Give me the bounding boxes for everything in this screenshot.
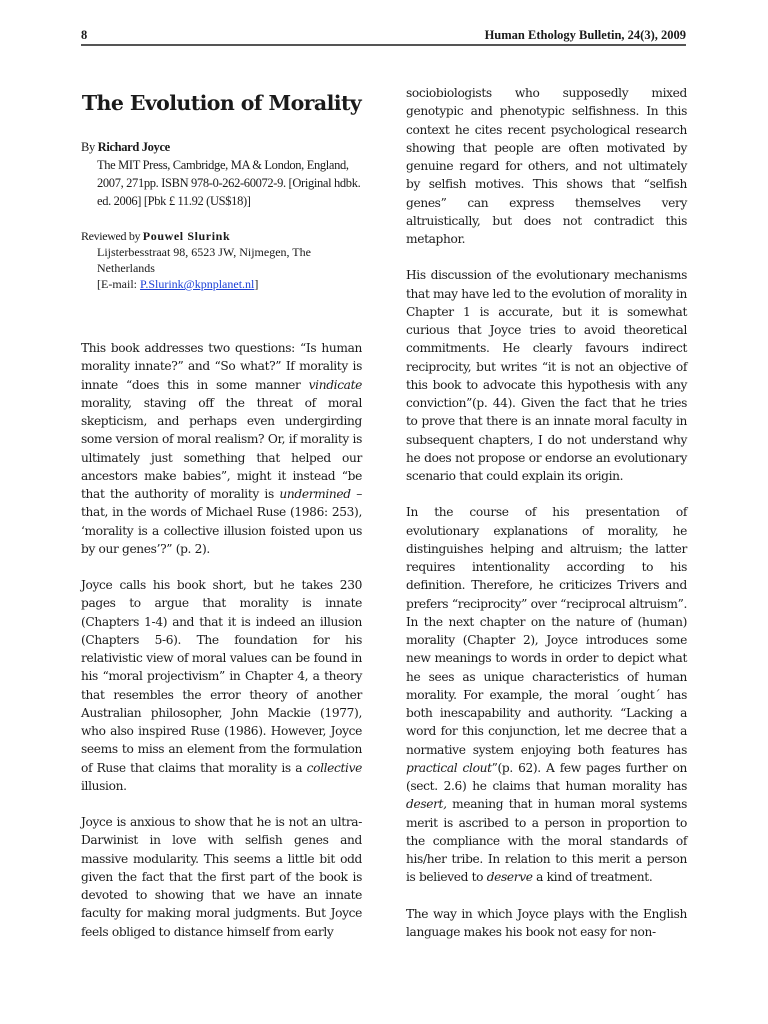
- paragraph: Joyce calls his book short, but he takes 230 pages to argue that morality is innate (Chapters 1-4) and that it is indeed an illusion (Chapters 5-6). The foundation for his relativistic view of moral values can be found in his “moral projectivism” in Chapter 4, a theory that resembles the error theory of another Australian philosopher, John Mackie (1977), who also inspired Ruse (1986). However, Joyce seems to miss an element from the formulation of Ruse that claims that morality is a collective illusion.: [81, 578, 362, 793]
- reviewer-email-line: [97, 276, 362, 292]
- reviewer-line: [81, 228, 362, 244]
- reviewer-address: Lijsterbesstraat 98, 6523 JW, Nijmegen, The Netherlands: [97, 245, 311, 275]
- paragraph: sociobiologists who supposedly mixed genotypic and phenotypic selfishness. In this context he cites recent psychological research showing that people are often motivated by genuine regard for others, and not ultimately by selfish motives. This shows that “selfish genes” can express themselves very altruistically, but does not contradict this metaphor.: [406, 86, 687, 246]
- page-number: 8: [81, 28, 88, 42]
- email-suffix: ]: [254, 277, 259, 291]
- journal-title: Human Ethology Bulletin, 24(3), 2009: [484, 28, 686, 42]
- right-column: [406, 84, 687, 959]
- left-column: [81, 84, 362, 959]
- paragraph: The way in which Joyce plays with the English language makes his book not easy for non-: [406, 906, 687, 939]
- author-line: [81, 138, 362, 156]
- paragraph: In the course of his presentation of evolutionary explanations of morality, he distinguishes helping and altruism; the latter requires intentionality according to his definition. Therefore, he criticizes Trivers and prefers “reciprocity” over “reciprocal altruism”. In the next chapter on the nature of (human) morality (Chapter 2), Joyce introduces some new meanings to words in order to depict what he sees as unique characteristics of human morality. For example, the moral ´ought´ has both inescapability and authority. “Lacking a word for this conjunction, let me decree that a normative system enjoying both features has practical clout”(p. 62). A few pages further on (sect. 2.6) he claims that human morality has desert, meaning that in human moral systems merit is ascribed to a person in proportion to the compliance with the moral standards of his/her tribe. In relation to this merit a person is believed to deserve a kind of treatment.: [406, 505, 688, 885]
- paragraph: This book addresses two questions: “Is human morality innate?” and “So what?” If morality is innate “does this in some manner vindicate morality, staving off the threat of moral skepticism, and perhaps even undergirding some version of moral realism? Or, if morality is ultimately just something that helped our ancestors make babies”, might it instead “be that the authority of morality is undermined – that, in the words of Michael Ruse (1986: 253), ‘morality is a collective illusion foisted upon us by our genes’?” (p. 2).: [81, 341, 362, 556]
- by-prefix: By: [81, 140, 98, 154]
- publication-info: The MIT Press, Cambridge, MA & London, England, 2007, 271pp. ISBN 978-0-262-60072-9. [Original hdbk. ed. 2006] [Pbk £ 11.92 (US$18)]: [97, 158, 361, 208]
- paragraph: Joyce is anxious to show that he is not an ultra-Darwinist in love with selfish genes and massive modularity. This seems a little bit odd given the fact that the first part of the book is devoted to showing that we have an innate faculty for making moral judgments. But Joyce feels obliged to distance himself from early: [81, 815, 362, 939]
- email-prefix: [E-mail:: [97, 277, 140, 291]
- email-link[interactable]: P.Slurink@kpnplanet.nl: [139, 277, 255, 291]
- reviewed-prefix: Reviewed by: [81, 229, 143, 243]
- paragraph: His discussion of the evolutionary mechanisms that may have led to the evolution of morality in Chapter 1 is accurate, but it is somewhat curious that Joyce tries to avoid theoretical commitments. He clearly favours indirect reciprocity, but writes “it is not an objective of this book to advocate this hypothesis with any conviction”(p. 44). Given the fact that he tries to prove that there is an innate moral faculty in subsequent chapters, I do not understand why he does not propose or endorse an evolutionary scenario that could explain its origin.: [406, 268, 687, 483]
- running-header: [81, 28, 686, 46]
- reviewer-name: Pouwel Slurink: [142, 229, 231, 243]
- reviewer-address-block: [81, 244, 362, 292]
- author-name: Richard Joyce: [97, 140, 170, 154]
- article-title: The Evolution of Morality: [81, 91, 362, 115]
